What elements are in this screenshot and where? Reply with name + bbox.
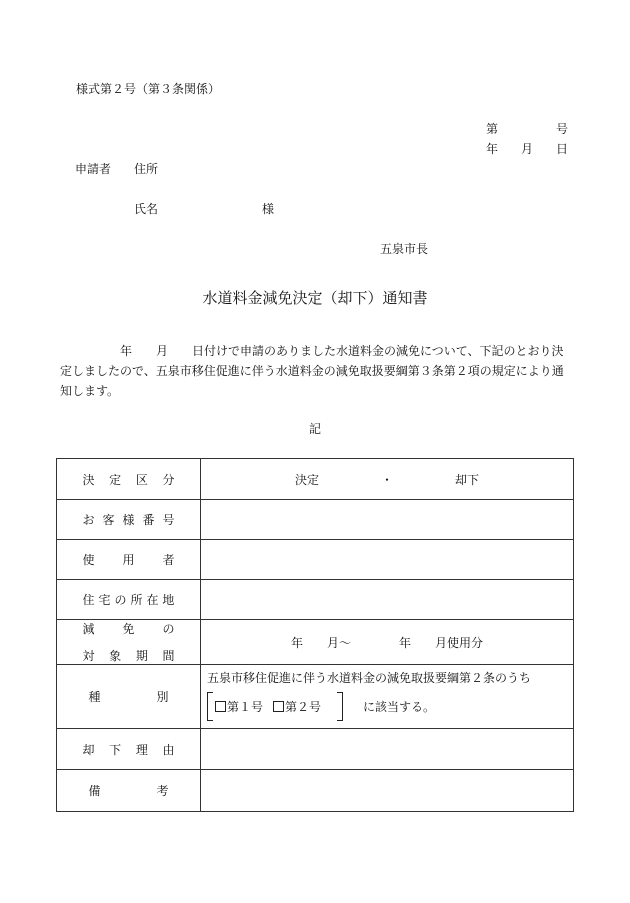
label-reject-reason: 却 下 理 由 <box>57 729 201 770</box>
decision-reject[interactable]: 却下 <box>455 472 480 487</box>
details-table <box>56 458 574 812</box>
issuer-mayor: 五泉市長 <box>380 242 429 256</box>
label-decision: 決 定 区 分 <box>57 459 201 500</box>
row-period <box>57 620 574 665</box>
doc-number-prefix: 第 <box>486 122 499 136</box>
decision-separator: ・ <box>380 472 393 487</box>
date-day: 日 <box>555 142 568 156</box>
row-decision <box>57 459 574 500</box>
row-category <box>57 665 574 729</box>
reject-reason-field[interactable] <box>201 729 574 770</box>
body-paragraph: 年 月 日付けで申請のありました水道料金の減免について、下記のとおり決定しましたので、五泉市移住促進に伴う水道料金の減免取扱要綱第３条第２項の規定により通知します。 <box>60 344 564 398</box>
category-suffix: に該当する。 <box>363 700 436 714</box>
label-user: 使 用 者 <box>57 540 201 580</box>
label-remarks: 備 考 <box>57 770 201 812</box>
row-remarks <box>57 770 574 812</box>
option-1[interactable]: 第１号 <box>215 698 263 715</box>
label-residence: 住 宅 の 所 在 地 <box>57 580 201 620</box>
value-decision <box>201 459 574 500</box>
category-options <box>207 692 343 721</box>
label-category: 種 別 <box>57 665 201 729</box>
option-2[interactable]: 第２号 <box>273 698 321 715</box>
applicant-label: 申請者 <box>75 162 112 176</box>
period-field[interactable]: 年 月～ 年 月使用分 <box>201 620 574 665</box>
date-year: 年 <box>486 142 499 156</box>
label-customer-number: お 客 様 番 号 <box>57 500 201 540</box>
document-title: 水道料金減免決定（却下）通知書 <box>202 289 428 307</box>
row-user <box>57 540 574 580</box>
user-field[interactable] <box>201 540 574 580</box>
checkbox-option-1[interactable] <box>215 701 226 712</box>
residence-field[interactable] <box>201 580 574 620</box>
remarks-field[interactable] <box>201 770 574 812</box>
label-period: 減 免 の 対 象 期 間 <box>57 620 201 665</box>
category-line1: 五泉市移住促進に伴う水道料金の減免取扱要綱第２条のうち <box>207 671 532 685</box>
honorific: 様 <box>262 202 275 216</box>
checkbox-option-2[interactable] <box>273 701 284 712</box>
row-customer-number <box>57 500 574 540</box>
date-month: 月 <box>520 142 533 156</box>
row-reject-reason <box>57 729 574 770</box>
doc-number-suffix: 号 <box>555 122 568 136</box>
row-residence <box>57 580 574 620</box>
category-field <box>201 665 574 729</box>
ki-heading: 記 <box>308 422 321 436</box>
document-date <box>486 143 568 155</box>
address-label: 住所 <box>134 162 159 176</box>
name-label: 氏名 <box>134 202 159 216</box>
decision-approve[interactable]: 決定 <box>294 472 319 487</box>
document-number <box>486 123 568 135</box>
customer-number-field[interactable] <box>201 500 574 540</box>
form-number: 様式第２号（第３条関係） <box>76 82 221 96</box>
